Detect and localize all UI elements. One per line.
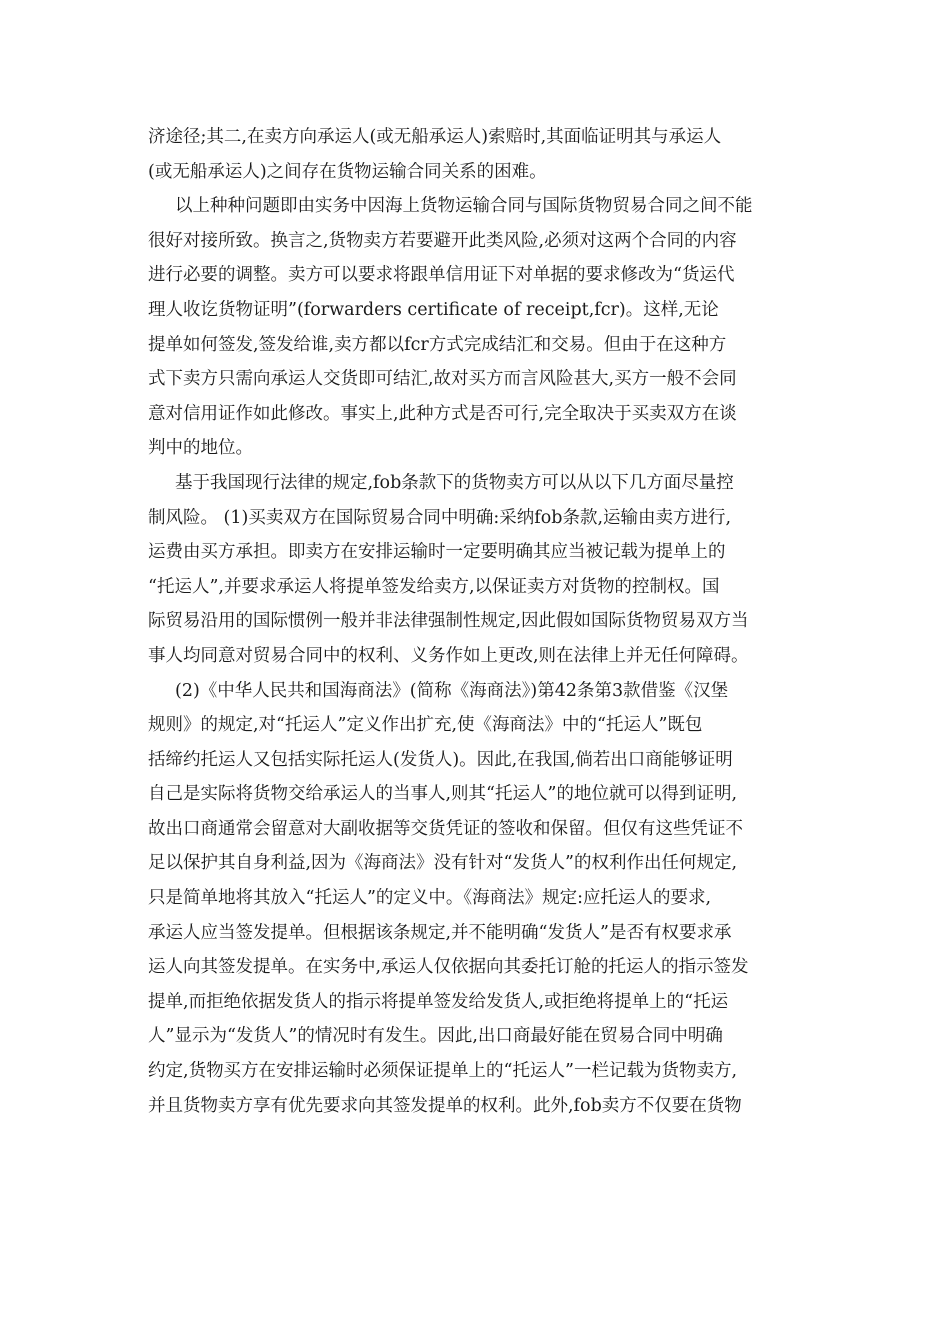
text-line: 并且货物卖方享有优先要求向其签发提单的权利。此外,fob卖方不仅要在货物 <box>148 1095 742 1116</box>
text-line: 意对信用证作如此修改。事实上,此种方式是否可行,完全取决于买卖双方在谈 <box>148 403 737 424</box>
text-line: 约定,货物买方在安排运输时必须保证提单上的“托运人”一栏记载为货物卖方, <box>148 1061 738 1082</box>
text-line: 进行必要的调整。卖方可以要求将跟单信用证下对单据的要求修改为“货运代 <box>148 265 735 286</box>
text-line: 故出口商通常会留意对大副收据等交货凭证的签收和保留。但仅有这些凭证不 <box>148 818 743 839</box>
text-line: 判中的地位。 <box>148 438 253 459</box>
text-line: 际贸易沿用的国际惯例一般并非法律强制性规定,因此假如国际货物贸易双方当 <box>148 611 749 632</box>
text-line: 只是简单地将其放入“托运人”的定义中。《海商法》规定:应托运人的要求, <box>148 888 712 909</box>
text-line: 制风险。 (1)买卖双方在国际贸易合同中明确:采纳fob条款,运输由卖方进行, <box>148 507 732 528</box>
text-line: 提单如何签发,签发给谁,卖方都以fcr方式完成结汇和交易。但由于在这种方 <box>148 334 727 355</box>
text-line: 自己是实际将货物交给承运人的当事人,则其“托运人”的地位就可以得到证明, <box>148 784 738 805</box>
text-line: 很好对接所致。换言之,货物卖方若要避开此类风险,必须对这两个合同的内容 <box>148 230 737 251</box>
text-line: “托运人”,并要求承运人将提单签发给卖方,以保证卖方对货物的控制权。国 <box>148 576 720 597</box>
text-line: 括缔约托运人又包括实际托运人(发货人)。因此,在我国,倘若出口商能够证明 <box>148 749 733 770</box>
text-line: 基于我国现行法律的规定,fob条款下的货物卖方可以从以下几方面尽量控 <box>175 472 734 493</box>
text-line: 规则》的规定,对“托运人”定义作出扩充,使《海商法》中的“托运人”既包 <box>148 715 703 736</box>
text-line: 事人均同意对贸易合同中的权利、义务作如上更改,则在法律上并无任何障碍。 <box>148 645 749 666</box>
text-line: (2)《中华人民共和国海商法》(简称《海商法》)第42条第3款借鉴《汉堡 <box>175 680 729 701</box>
text-line: 以上种种问题即由实务中因海上货物运输合同与国际货物贸易合同之间不能 <box>175 196 753 217</box>
document-body <box>148 120 808 1123</box>
text-line: 运费由买方承担。即卖方在安排运输时一定要明确其应当被记载为提单上的 <box>148 542 726 563</box>
text-line: 济途径;其二,在卖方向承运人(或无船承运人)索赔时,其面临证明其与承运人 <box>148 127 722 147</box>
text-line: 理人收讫货物证明”(forwarders certificate of receipt,fcr)。这样,无论 <box>148 299 719 320</box>
text-line: 提单,而拒绝依据发货人的指示将提单签发给发货人,或拒绝将提单上的“托运 <box>148 991 729 1012</box>
text-line: (或无船承运人)之间存在货物运输合同关系的困难。 <box>148 161 547 182</box>
text-line: 人”显示为“发货人”的情况时有发生。因此,出口商最好能在贸易合同中明确 <box>148 1026 723 1047</box>
text-line: 式下卖方只需向承运人交货即可结汇,故对买方而言风险甚大,买方一般不会同 <box>148 369 737 390</box>
text-line: 运人向其签发提单。在实务中,承运人仅依据向其委托订舱的托运人的指示签发 <box>148 957 749 978</box>
text-line: 承运人应当签发提单。但根据该条规定,并不能明确“发货人”是否有权要求承 <box>148 922 732 943</box>
text-line: 足以保护其自身利益,因为《海商法》没有针对“发货人”的权利作出任何规定, <box>148 853 738 874</box>
